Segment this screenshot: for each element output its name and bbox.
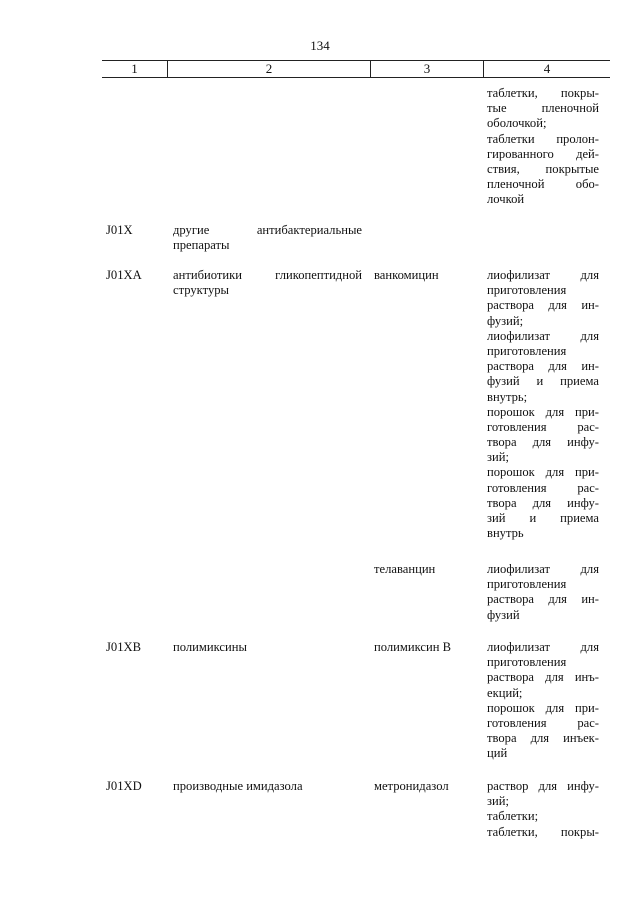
dosage-form-line [487, 577, 599, 592]
word: для [580, 268, 599, 282]
atc-code [106, 86, 164, 101]
word: оболочкой; [487, 116, 547, 131]
word: внутрь [487, 526, 524, 541]
word: приема [560, 511, 599, 525]
group-line [173, 238, 362, 253]
word: приготовления [487, 577, 567, 592]
word: для [545, 465, 565, 480]
word: другие [173, 223, 210, 237]
word: обо- [575, 177, 599, 192]
drug-name: полимиксин В [374, 640, 452, 654]
dosage-form-line [487, 686, 599, 701]
dosage-form-line [487, 177, 599, 192]
word: и [529, 511, 537, 525]
word: порошок [487, 465, 535, 480]
atc-group-name [173, 640, 362, 655]
dosage-form-line [487, 481, 599, 496]
dosage-form-line [487, 562, 599, 577]
word: раствора [487, 298, 535, 313]
dosage-form-line [487, 359, 599, 374]
dosage-form-line [487, 420, 599, 435]
word: приготовления [487, 283, 567, 298]
word: твора [487, 435, 517, 450]
word: зий [487, 511, 506, 525]
word: приема [560, 374, 599, 389]
dosage-form-line [487, 101, 599, 116]
atc-code [106, 562, 164, 577]
dosage-form-line [487, 592, 599, 607]
word: для [580, 640, 599, 654]
word: для [530, 731, 550, 746]
word: ций [487, 746, 508, 761]
dosage-form-line [487, 192, 599, 207]
word: порошок [487, 700, 535, 715]
word: для [548, 359, 567, 374]
word: фузий [487, 374, 520, 389]
atc-code: J01X [106, 223, 133, 237]
word: инъек- [563, 731, 599, 746]
atc-code: J01XB [106, 640, 141, 654]
dosage-forms [487, 86, 599, 208]
dosage-form-line [487, 746, 599, 761]
drug-name [374, 223, 478, 238]
dosage-form-line [487, 655, 599, 670]
dosage-form-line [487, 390, 599, 405]
page-number: 134 [310, 38, 330, 53]
word: приготовления [487, 655, 567, 670]
word: готовления [487, 419, 547, 434]
word: фузий; [487, 313, 524, 328]
dosage-form-line [487, 809, 599, 824]
word: гликопептидной [275, 268, 362, 282]
word: и [536, 374, 544, 389]
word: производные имидазола [173, 779, 303, 793]
dosage-forms [487, 640, 599, 762]
word: раствора [487, 670, 535, 685]
word: раствора [487, 592, 535, 607]
table-header [102, 60, 610, 78]
word: пленочной [541, 101, 599, 116]
word: антибактериальные [256, 223, 362, 237]
word: структуры [173, 283, 230, 298]
word: таблетки, [487, 86, 538, 100]
group-line [173, 223, 362, 238]
dosage-form-line [487, 329, 599, 344]
word: дей- [576, 146, 599, 161]
drug-name: метронидазол [374, 779, 449, 793]
word: лочкой [487, 192, 525, 207]
word: готовления [487, 715, 547, 730]
word: инфу- [567, 435, 599, 450]
dosage-form-line [487, 496, 599, 511]
word: для [532, 495, 552, 510]
dosage-form-line [487, 731, 599, 746]
dosage-form-line [487, 825, 599, 840]
dosage-form-line [487, 132, 599, 147]
dosage-forms [487, 268, 599, 541]
word: таблетки [487, 131, 535, 146]
dosage-form-line [487, 374, 599, 389]
dosage-form-line [487, 670, 599, 685]
dosage-form-line [487, 162, 599, 177]
word: для [545, 700, 565, 715]
dosage-form-line [487, 116, 599, 131]
word: для [545, 670, 564, 685]
word: внутрь; [487, 389, 528, 404]
dosage-form-line [487, 268, 599, 283]
word: для [545, 404, 565, 419]
dosage-form-line [487, 716, 599, 731]
word: порошок [487, 404, 535, 419]
dosage-form-line [487, 794, 599, 809]
word: для [548, 592, 567, 607]
word: пролон- [556, 131, 599, 146]
dosage-forms [487, 779, 599, 840]
word: рас- [577, 715, 599, 730]
drug-name: ванкомицин [374, 268, 439, 282]
word: для [580, 562, 599, 576]
word: рас- [577, 480, 599, 495]
word: для [548, 298, 567, 313]
word: ин- [581, 592, 599, 607]
group-line [173, 268, 362, 283]
word: лиофилизат [487, 328, 550, 343]
dosage-form-line [487, 435, 599, 450]
atc-group-name [173, 268, 362, 298]
dosage-form-line [487, 608, 599, 623]
word: гированного [487, 146, 554, 161]
dosage-form-line [487, 314, 599, 329]
dosage-form-line [487, 526, 599, 541]
word: полимиксины [173, 640, 247, 654]
dosage-form-line [487, 147, 599, 162]
header-col-1: 1 [131, 61, 138, 76]
word: приготовления [487, 343, 567, 358]
word: рас- [577, 419, 599, 434]
header-col-2: 2 [167, 61, 370, 77]
word: екций; [487, 685, 523, 700]
word: твора [487, 495, 517, 510]
word: пленочной [487, 177, 545, 192]
word: ин- [581, 298, 599, 313]
word: фузий [487, 607, 520, 622]
dosage-form-line [487, 450, 599, 465]
header-col-4: 4 [483, 61, 610, 77]
dosage-form-line [487, 405, 599, 420]
word: инфу- [567, 495, 599, 510]
dosage-form-line [487, 779, 599, 794]
dosage-form-line [487, 701, 599, 716]
word: ствия, [487, 161, 520, 176]
drug-name [374, 86, 478, 101]
word: таблетки; [487, 809, 539, 824]
dosage-form-line [487, 283, 599, 298]
word: для [538, 779, 558, 793]
word: при- [575, 404, 599, 419]
word: инъ- [574, 670, 599, 685]
dosage-form-line [487, 465, 599, 480]
group-line [173, 640, 362, 655]
header-col-3: 3 [370, 61, 483, 77]
dosage-form-line [487, 298, 599, 313]
word: покры- [560, 824, 599, 839]
word: лиофилизат [487, 562, 550, 576]
word: лиофилизат [487, 640, 550, 654]
drug-name: телаванцин [374, 562, 436, 576]
word: зий; [487, 794, 509, 809]
atc-code: J01XD [106, 779, 142, 793]
group-line [173, 779, 362, 794]
word: покрытые [545, 161, 599, 176]
word: препараты [173, 238, 230, 253]
dosage-form-line [487, 86, 599, 101]
dosage-form-line [487, 511, 599, 526]
word: инфу- [567, 779, 599, 793]
word: лиофилизат [487, 268, 550, 282]
word: твора [487, 731, 517, 746]
word: зий; [487, 450, 509, 465]
dosage-form-line [487, 640, 599, 655]
word: при- [575, 465, 599, 480]
word: при- [575, 700, 599, 715]
word: для [532, 435, 552, 450]
word: тые [487, 101, 507, 116]
word: готовления [487, 480, 547, 495]
word: для [580, 328, 599, 343]
word: антибиотики [173, 268, 242, 282]
word: ин- [581, 359, 599, 374]
dosage-forms [487, 562, 599, 623]
dosage-form-line [487, 344, 599, 359]
atc-group-name [173, 779, 362, 794]
word: раствора [487, 359, 535, 374]
group-line [173, 283, 362, 298]
atc-group-name [173, 223, 362, 253]
word: таблетки, [487, 824, 538, 839]
word: раствор [487, 779, 529, 793]
word: покры- [560, 86, 599, 100]
atc-code: J01XA [106, 268, 142, 282]
